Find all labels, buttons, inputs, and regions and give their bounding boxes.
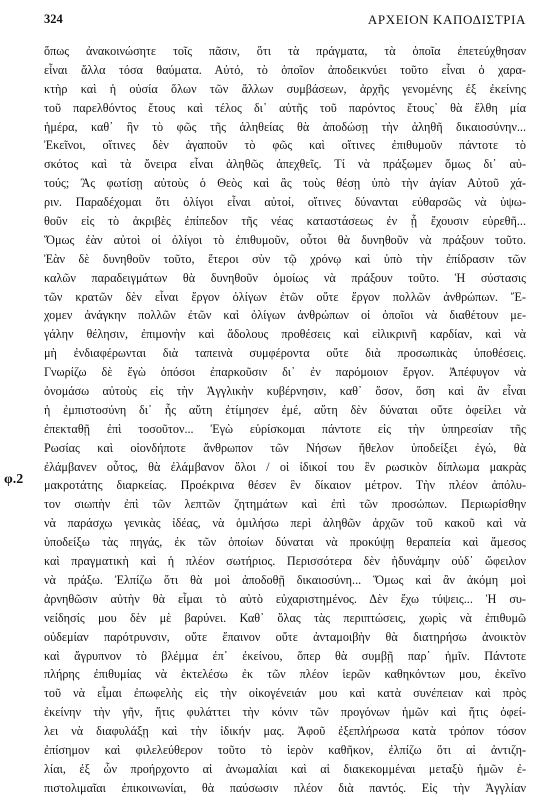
- text-line: Ἐκεῖνοι, οἵτινες δὲν ἀγαποῦν τὸ φῶς καὶ οἵτινες ἐπιθυμοῦν πάντοτε τὸ: [44, 138, 526, 153]
- text-line: ὀνομάσω αὐτοὺς εἰς τὴν Ἀγγλικὴν κυβέρνησιν, καθ᾽ ὅσον, ὅση καὶ ἂν εἶναι: [44, 384, 526, 399]
- text-line: θοῦν εἰς τὸ ἀκριβὲς ἐπίπεδον τῆς νέας καταστάσεως ἐν ᾗ ἔχουσιν εὑρεθῆ...: [44, 214, 526, 229]
- text-line: τοῦ νὰ εἶμαι ἐπωφελὴς εἰς τὴν οἰκογένειάν μου καὶ κατὰ συνέπειαν καὶ πρὸς: [44, 686, 526, 701]
- text-line: ἐπίσημον καὶ φιλελεύθερον τοῦτο τὸ ἱερὸν καθῆκον, ἐλπίζω ὅτι αἱ ἀντιζη-: [44, 742, 526, 757]
- text-line: τον σιωπὴν ἐπὶ τῶν λεπτῶν ζητημάτων καὶ ἐπὶ τῶν προσώπων. Περιωρίσθην: [44, 497, 526, 512]
- text-line: νὰ πράξω. Ἐλπίζω ὅτι θὰ μοὶ ἀποδοθῇ δικαιοσύνη... Ὅμως καὶ ἂν ἀκόμη μοὶ: [44, 572, 526, 587]
- text-line: ὅπως ἀνακοινώσητε τοῖς πᾶσιν, ὅτι τὰ πράγματα, τὰ ὁποῖα ἐπετεύχθησαν: [44, 44, 526, 58]
- text-line: ριν. Παραδέχομαι ὅτι ὀλίγοι εἶναι αὐτοί, οἵτινες δύνανται εὐθαρσῶς νὰ ὑψω-: [44, 195, 526, 210]
- page-header: [44, 12, 526, 32]
- text-line: πιστολιμαῖαι ἐπικοινωνίαι, θὰ παύσωσιν πλέον διὰ παντός. Εἰς τὴν Ἀγγλίαν: [44, 780, 526, 795]
- text-line: καὶ πραγματικὴ καὶ ἡ πλέον σωτήριος. Περισσότερα δὲν ἠδυνάμην οὐδ᾽ ὤφειλον: [44, 554, 526, 569]
- text-line: ὑποδείξω τὰς πηγάς, ἐκ τῶν ὁποίων δύναται νὰ προκύψῃ θεραπεία καὶ ἄμεσος: [44, 535, 526, 550]
- text-line: μὴ ἐνδιαφέρωνται διὰ ταπεινὰ συμφέροντα οὔτε διὰ προσωπικὰς ὑποθέσεις.: [44, 346, 526, 361]
- text-line: Ὅμως ἐὰν αὐτοὶ οἱ ὀλίγοι τὸ ἐπιθυμοῦν, οὗτοι θὰ δυνηθοῦν νὰ πράξουν τοῦτο.: [44, 232, 526, 247]
- page-number: 324: [44, 12, 63, 26]
- text-line: ἐπεκταθῇ ἐπὶ τοσοῦτον... Ἐγὼ εὑρίσκομαι πάντοτε εἰς τὴν ὑπηρεσίαν τῆς: [44, 421, 526, 436]
- text-line: λίαι, ἐξ ὧν προήρχοντο αἱ ἀνωμαλίαι καὶ αἱ διακεκομμέναι μεταξὺ ἡμῶν ἐ-: [44, 761, 526, 776]
- text-line: Ρωσίας καὶ οἱονδήποτε ἄνθρωπον τῶν Νήσων ἤθελον ὑποδείξει ἐγώ, θὰ: [44, 440, 526, 455]
- text-line: εἶναι ἄλλα τόσα θαύματα. Αὐτό, τὸ ὁποῖον ἀποδεικνύει τοῦτο εἶναι ὁ χαρα-: [44, 62, 526, 77]
- body-text: [44, 42, 526, 798]
- text-line: ἀρνηθῶσιν αὐτὴν θὰ εἶμαι τὸ αὐτὸ εὐχαριστημένος. Δὲν ἔχω τύψεις... Ἡ συ-: [44, 591, 526, 606]
- text-line: μακροτάτης διαρκείας. Προέκρινα θέσεν ἓν δίκαιον μέτρον. Τὴν πλέον ἀπόλυ-: [44, 478, 526, 493]
- text-line: ἐκείνην τὴν γῆν, ἥτις φυλάττει τὴν κόνιν τῶν προγόνων ἡμῶν καὶ ἥτις ὀφεί-: [44, 705, 526, 720]
- text-line: κτὴρ καὶ ἡ οὐσία ὅλων τῶν ἄλλων συμβάσεων, ἀρχῆς γενομένης ἐξ ἐκείνης: [44, 81, 526, 96]
- text-line: λει νὰ διαφυλάξῃ καὶ τὴν ἰδικήν μας. Ἀφοῦ ἐξεπλήρωσα κατὰ τρόπον τόσον: [44, 724, 526, 739]
- text-line: τούς; Ἂς φωτίσῃ αὐτοὺς ὁ Θεὸς καὶ ἂς τοὺς θέσῃ ὑπὸ τὴν ἁγίαν Αὐτοῦ χά-: [44, 176, 526, 191]
- text-line: πλήρης ἐπιθυμίας νὰ ἐκτελέσω ἐκ τῶν πλέον ἱερῶν καθηκόντων μου, ἐκεῖνο: [44, 667, 526, 682]
- text-line: γάλην θέλησιν, ἐπιμονὴν καὶ ἄδολους προθέσεις καὶ εἰλικρινῆ καρδίαν, καὶ νὰ: [44, 327, 526, 342]
- text-line: νείδησίς μου δὲν μὲ βαρύνει. Καθ᾽ ὅλας τὰς περιπτώσεις, χωρὶς νὰ ἐπιθυμῶ: [44, 610, 526, 625]
- text-line: νὰ παράσχω γενικὰς ἰδέας, νὰ ὁμιλήσω περὶ ἀληθῶν ἀρχῶν τοῦ κακοῦ καὶ νὰ: [44, 516, 526, 531]
- text-line: ἐλάμβανεν οὗτος, θὰ ἐλάμβανον ὅλοι / οἱ ἰδικοί του ἓν ρωσικὸν δίπλωμα μακρὰς: [44, 459, 526, 474]
- text-line: καλῶν παραδειγμάτων θὰ δυνηθοῦν ὁμοίως νὰ πράξουν τοῦτο. Ἡ σύστασις: [44, 270, 526, 285]
- text-line: καὶ ἄγρυπνον τὸ βλέμμα ἐπ᾽ ἐκείνου, ὅπερ θὰ συμβῇ παρ᾽ ἡμῖν. Πάντοτε: [44, 648, 526, 663]
- text-line: τῶν κρατῶν δὲν εἶναι ἔργον ὀλίγων ἐτῶν οὔτε ἔργον πολλῶν ἀνθρώπων. Ἔ-: [44, 289, 526, 304]
- text-line: οὐδεμίαν παρότρυνσιν, οὔτε ἔπαινον οὔτε ἀνταμοιβὴν θὰ διατηρήσω ἀνοικτὸν: [44, 629, 526, 644]
- running-title: ΑΡΧΕΙΟΝ ΚΑΠΟΔΙΣΤΡΙΑ: [367, 12, 526, 27]
- text-line: Γνωρίζω δὲ ἔγὼ ὁπόσοι ἐπαρκοῦσιν δι᾽ ἐν παρόμοιον ἔργον. Ἀπέφυγον νὰ: [44, 365, 526, 380]
- text-line: Ἐὰν δὲ δυνηθοῦν τοῦτο, ἕτεροι σὺν τῷ χρόνῳ καὶ ὑπὸ τὴν ἐπίδρασιν τῶν: [44, 251, 526, 266]
- text-line: σκότος καὶ τὰ ὄνειρα εἶναι ἀληθῶς ἀπεχθεῖς. Τί νὰ πράξωμεν ὅμως δι᾽ αὐ-: [44, 157, 526, 172]
- margin-folio-note: φ.2: [4, 472, 24, 487]
- text-line: ἡ ἐμπιστοσύνη δι᾽ ἧς αὕτη ἐτίμησεν ἐμέ, αὕτη δὲν δύναται οὔτε ὀφείλει νὰ: [44, 402, 526, 417]
- text-line: ἡμέρα, καθ᾽ ἣν τὸ φῶς τῆς ἀληθείας θὰ ἀποδώσῃ τὴν ἀληθῆ δικαιοσύνην...: [44, 119, 526, 134]
- text-line: χομεν ἀνάγκην πολλῶν ἐτῶν καὶ ὀλίγων ἀνθρώπων οἱ ὁποῖοι νὰ διαθέτουν με-: [44, 308, 526, 323]
- text-line: τοῦ παρελθόντος ἔτους καὶ τέλος δι᾽ αὐτῆς τοῦ παρόντος ἔτους᾽ θὰ ἔλθη μία: [44, 100, 526, 115]
